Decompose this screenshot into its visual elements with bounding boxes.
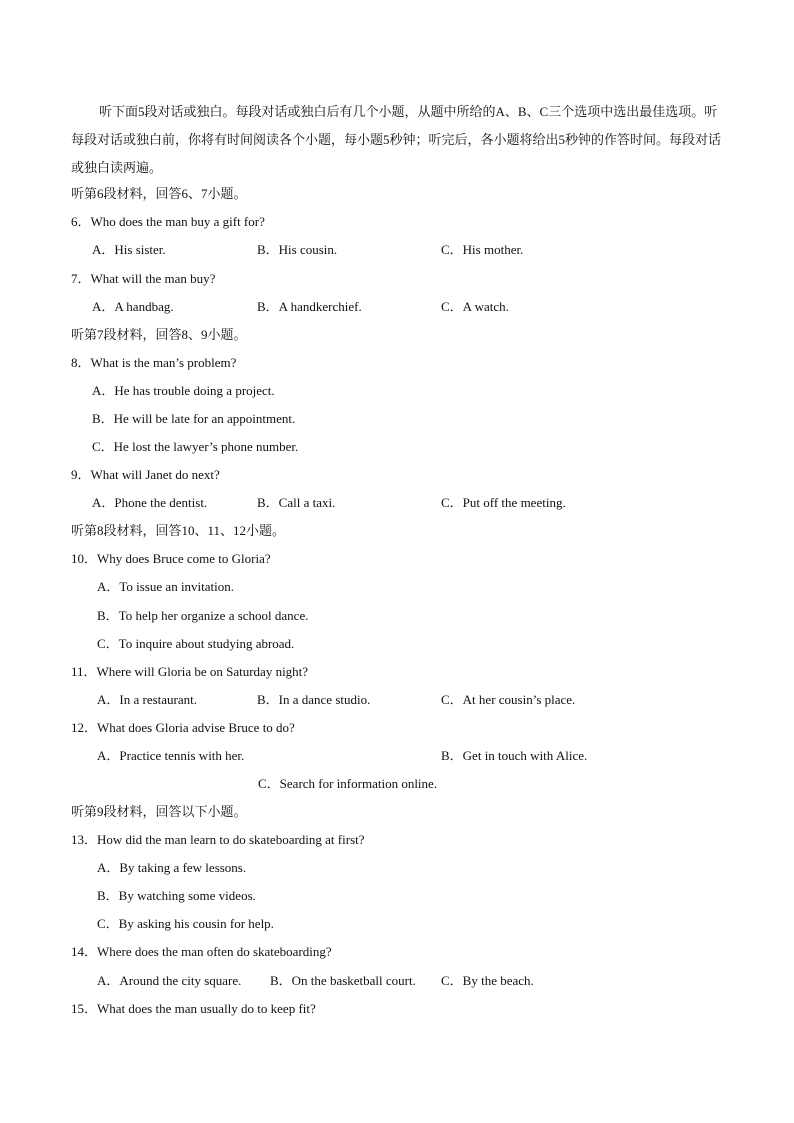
q14-option-b: B．On the basketball court. bbox=[270, 973, 416, 988]
q12-option-a: A．Practice tennis with her. bbox=[97, 748, 245, 763]
section-heading: 听第7段材料，回答8、9小题。 bbox=[71, 327, 247, 342]
q14-option-c: C．By the beach. bbox=[441, 973, 534, 988]
q6-option-a: A．His sister. bbox=[92, 242, 166, 257]
question-11-stem: 11．Where will Gloria be on Saturday night? bbox=[71, 664, 309, 679]
q7-option-c: C．A watch. bbox=[441, 299, 509, 314]
question-7-stem: 7．What will the man buy? bbox=[71, 271, 216, 286]
section-heading: 听第9段材料，回答以下小题。 bbox=[71, 804, 247, 819]
q9-option-b: B．Call a taxi. bbox=[257, 495, 336, 510]
q9-option-c: C．Put off the meeting. bbox=[441, 495, 566, 510]
q7-option-b: B．A handkerchief. bbox=[257, 299, 362, 314]
section-heading: 听第8段材料，回答10、11、12小题。 bbox=[71, 523, 286, 538]
q10-option-b: B．To help her organize a school dance. bbox=[97, 608, 309, 623]
question-14-stem: 14．Where does the man often do skateboarding? bbox=[71, 944, 332, 959]
q13-option-a: A．By taking a few lessons. bbox=[97, 860, 247, 875]
q11-option-b: B．In a dance studio. bbox=[257, 692, 371, 707]
q7-option-a: A．A handbag. bbox=[92, 299, 174, 314]
q6-option-c: C．His mother. bbox=[441, 242, 524, 257]
question-10-stem: 10．Why does Bruce come to Gloria? bbox=[71, 551, 271, 566]
q11-option-c: C．At her cousin’s place. bbox=[441, 692, 576, 707]
q6-option-b: B．His cousin. bbox=[257, 242, 338, 257]
q14-option-a: A．Around the city square. bbox=[97, 973, 242, 988]
q9-option-a: A．Phone the dentist. bbox=[92, 495, 208, 510]
listening-instructions: 听下面5段对话或独白。每段对话或独白后有几个小题，从题中所给的A、B、C三个选项中选出最佳选项。听每段对话或独白前，你将有时间阅读各个小题，每小题5秒钟；听完后，各小题将给出5秒钟的作答时间。每段对话或独白读两遍。 bbox=[71, 104, 722, 175]
q13-option-b: B．By watching some videos. bbox=[97, 888, 256, 903]
q8-option-c: C．He lost the lawyer’s phone number. bbox=[92, 439, 299, 454]
question-12-stem: 12．What does Gloria advise Bruce to do? bbox=[71, 720, 295, 735]
q11-option-a: A．In a restaurant. bbox=[97, 692, 197, 707]
q12-option-b: B．Get in touch with Alice. bbox=[441, 748, 588, 763]
q13-option-c: C．By asking his cousin for help. bbox=[97, 916, 274, 931]
section-heading: 听第6段材料，回答6、7小题。 bbox=[71, 186, 247, 201]
question-8-stem: 8．What is the man’s problem? bbox=[71, 355, 237, 370]
q10-option-c: C．To inquire about studying abroad. bbox=[97, 636, 295, 651]
question-15-stem: 15．What does the man usually do to keep fit? bbox=[71, 1001, 316, 1016]
question-13-stem: 13．How did the man learn to do skateboarding at first? bbox=[71, 832, 365, 847]
q12-option-c: C．Search for information online. bbox=[258, 776, 438, 791]
q10-option-a: A．To issue an invitation. bbox=[97, 579, 235, 594]
q8-option-b: B．He will be late for an appointment. bbox=[92, 411, 296, 426]
question-9-stem: 9．What will Janet do next? bbox=[71, 467, 220, 482]
q8-option-a: A．He has trouble doing a project. bbox=[92, 383, 275, 398]
question-6-stem: 6．Who does the man buy a gift for? bbox=[71, 214, 265, 229]
